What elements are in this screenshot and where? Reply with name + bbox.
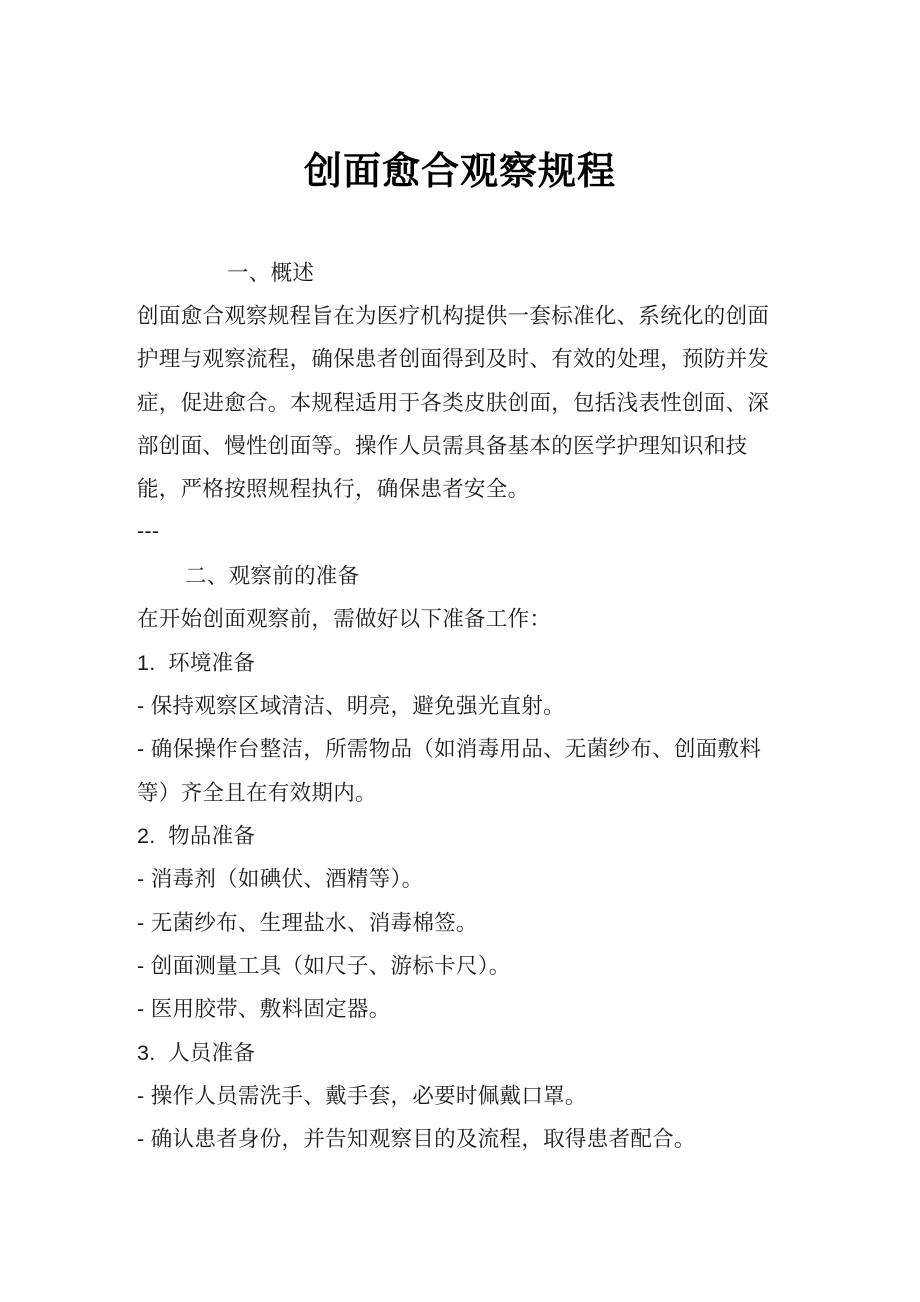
bullet-item: - 确认患者身份，并告知观察目的及流程，取得患者配合。	[137, 1127, 696, 1151]
numbered-item-environment: 1. 环境准备	[137, 651, 256, 675]
bullet-item: - 创面测量工具（如尺子、游标卡尺）。	[137, 954, 511, 978]
bullet-item: - 无菌纱布、生理盐水、消毒棉签。	[137, 911, 478, 935]
section-heading-preparation: 二、观察前的准备	[185, 564, 360, 588]
overview-paragraph-line: 创面愈合观察规程旨在为医疗机构提供一套标准化、系统化的创面	[137, 304, 770, 328]
overview-paragraph-line: 能，严格按照规程执行，确保患者安全。	[137, 477, 530, 501]
bullet-item-continuation: 等）齐全且在有效期内。	[137, 781, 377, 805]
bullet-item: - 医用胶带、敷料固定器。	[137, 997, 391, 1021]
preparation-intro: 在开始创面观察前，需做好以下准备工作：	[137, 607, 552, 631]
document-title: 创面愈合观察规程	[303, 151, 616, 193]
bullet-item: - 消毒剂（如碘伏、酒精等）。	[137, 867, 424, 891]
bullet-item: - 确保操作台整洁，所需物品（如消毒用品、无菌纱布、创面敷料	[137, 737, 762, 761]
markdown-divider: ---	[137, 519, 160, 543]
numbered-item-personnel: 3. 人员准备	[137, 1041, 256, 1065]
overview-paragraph-line: 护理与观察流程，确保患者创面得到及时、有效的处理，预防并发	[137, 347, 770, 371]
overview-paragraph-line: 部创面、慢性创面等。操作人员需具备基本的医学护理知识和技	[137, 434, 748, 458]
numbered-item-supplies: 2. 物品准备	[137, 824, 256, 848]
bullet-item: - 操作人员需洗手、戴手套，必要时佩戴口罩。	[137, 1084, 587, 1108]
bullet-item: - 保持观察区域清洁、明亮，避免强光直射。	[137, 694, 565, 718]
section-heading-overview: 一、概述	[227, 261, 315, 285]
overview-paragraph-line: 症，促进愈合。本规程适用于各类皮肤创面，包括浅表性创面、深	[137, 391, 770, 415]
